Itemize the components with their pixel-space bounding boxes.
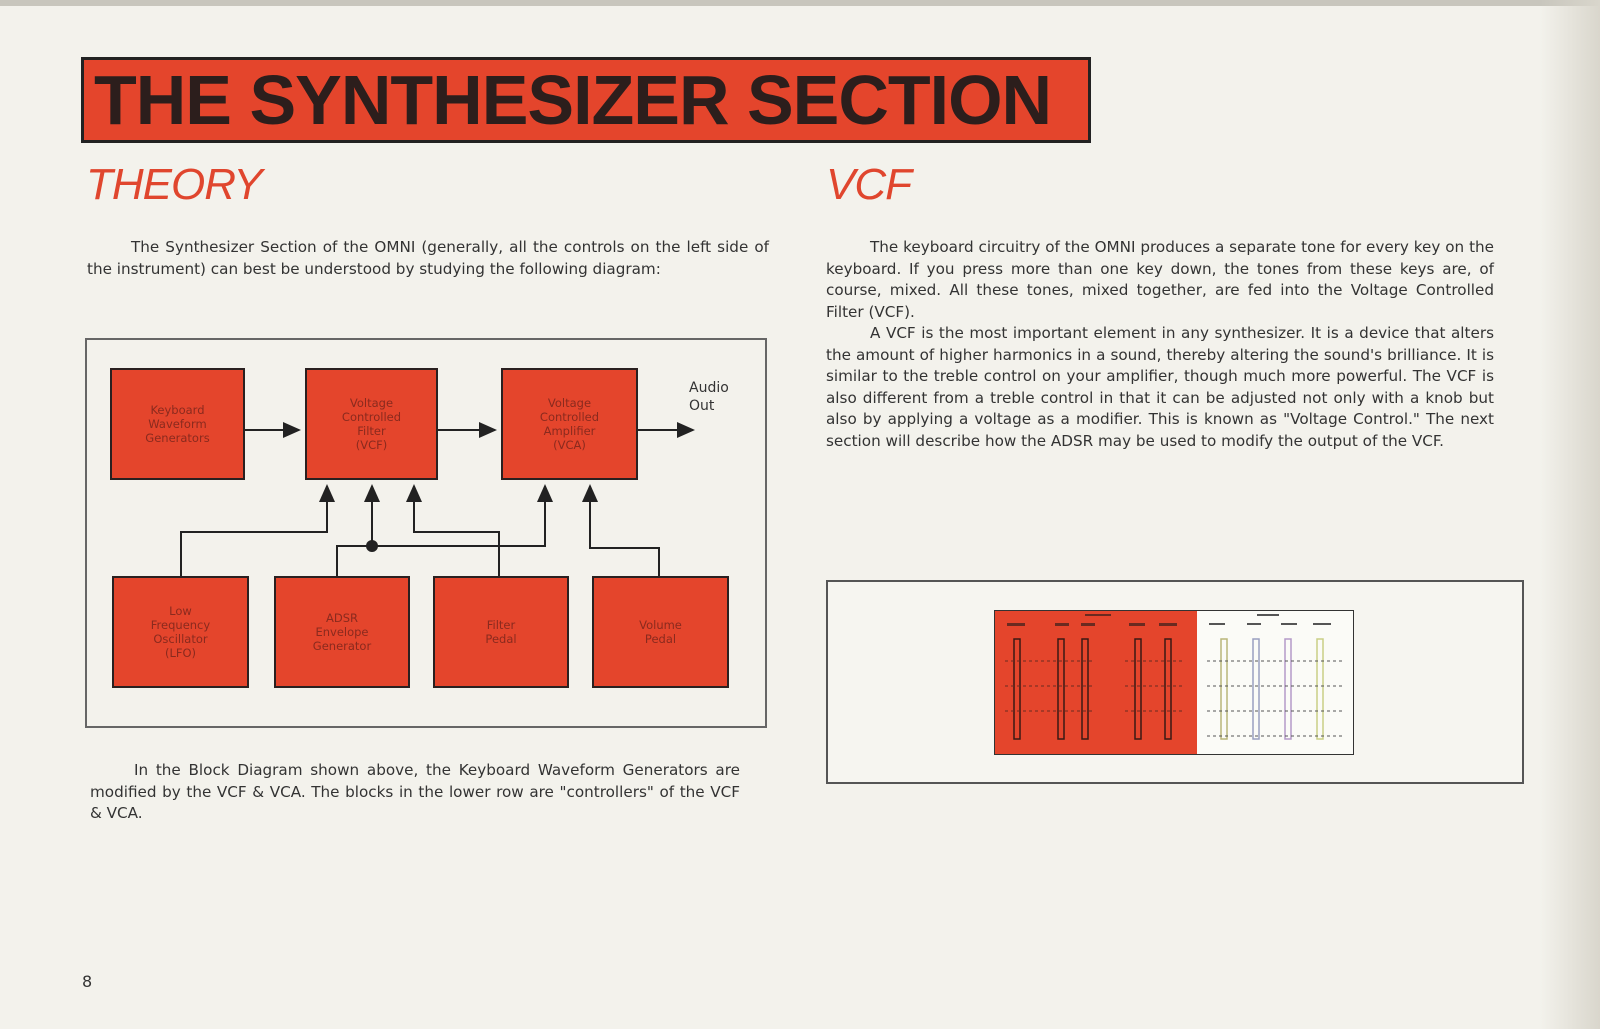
- theory-heading: THEORY: [86, 160, 262, 209]
- lfo-to-vcf-line: [181, 490, 327, 576]
- page-number: 8: [82, 972, 93, 991]
- vcf-block: Voltage Controlled Filter (VCF): [305, 368, 438, 480]
- filter-pedal-block: Filter Pedal: [433, 576, 569, 688]
- theory-intro-text: The Synthesizer Section of the OMNI (generally, all the controls on the left side of the instrument) can best be understood by studying the following diagram:: [87, 238, 769, 278]
- title-banner: [81, 57, 1091, 143]
- filter-pedal-line: [414, 490, 499, 576]
- vcf-heading: VCF: [826, 160, 911, 209]
- volume-pedal-block: Volume Pedal: [592, 576, 729, 688]
- vcf-paragraph-2: A VCF is the most important element in any synthesizer. It is a device that alters the amount of higher harmonics in a sound, thereby altering the sound's brilliance. It is similar to the treble control on your amplifier, though much more powerful. The VCF is also different from a treble control in that it can be adjusted not only with a knob but also by applying a voltage as a modifier. This is known as "Voltage Control." The next section will describe how the ADSR may be used to modify the output of the VCF.: [826, 324, 1494, 450]
- vcf-sliders-graphic: [995, 611, 1198, 754]
- vcf-text: [826, 237, 1494, 452]
- diagram-caption: [90, 760, 740, 825]
- vca-sliders-graphic: [1197, 611, 1353, 754]
- junction-dot: [366, 540, 378, 552]
- vcf-paragraph-1: The keyboard circuitry of the OMNI produces a separate tone for every key on the keyboard. If you press more than one key down, the tones from these keys are, of course, mixed. All these tones, mixed together, are fed into the Voltage Controlled Filter (VCF).: [826, 238, 1494, 321]
- diagram-caption-text: In the Block Diagram shown above, the Keyboard Waveform Generators are modified by the VCF & VCA. The blocks in the lower row are "controllers" of the VCF & VCA.: [90, 761, 740, 822]
- top-edge: [0, 0, 1600, 6]
- vca-panel-section: [1197, 610, 1354, 755]
- page-title: THE SYNTHESIZER SECTION: [94, 61, 1052, 139]
- volume-pedal-line: [590, 490, 659, 576]
- vca-block: Voltage Controlled Amplifier (VCA): [501, 368, 638, 480]
- lfo-block: Low Frequency Oscillator (LFO): [112, 576, 249, 688]
- theory-intro: [87, 237, 769, 280]
- audio-out-label: Audio Out: [689, 380, 729, 414]
- page-gutter-shade: [1540, 0, 1600, 1029]
- vcf-panel-section: [994, 610, 1199, 755]
- keyboard-waveform-generators-block: Keyboard Waveform Generators: [110, 368, 245, 480]
- adsr-block: ADSR Envelope Generator: [274, 576, 410, 688]
- block-diagram: [85, 338, 767, 728]
- control-panel-illustration: [826, 580, 1524, 784]
